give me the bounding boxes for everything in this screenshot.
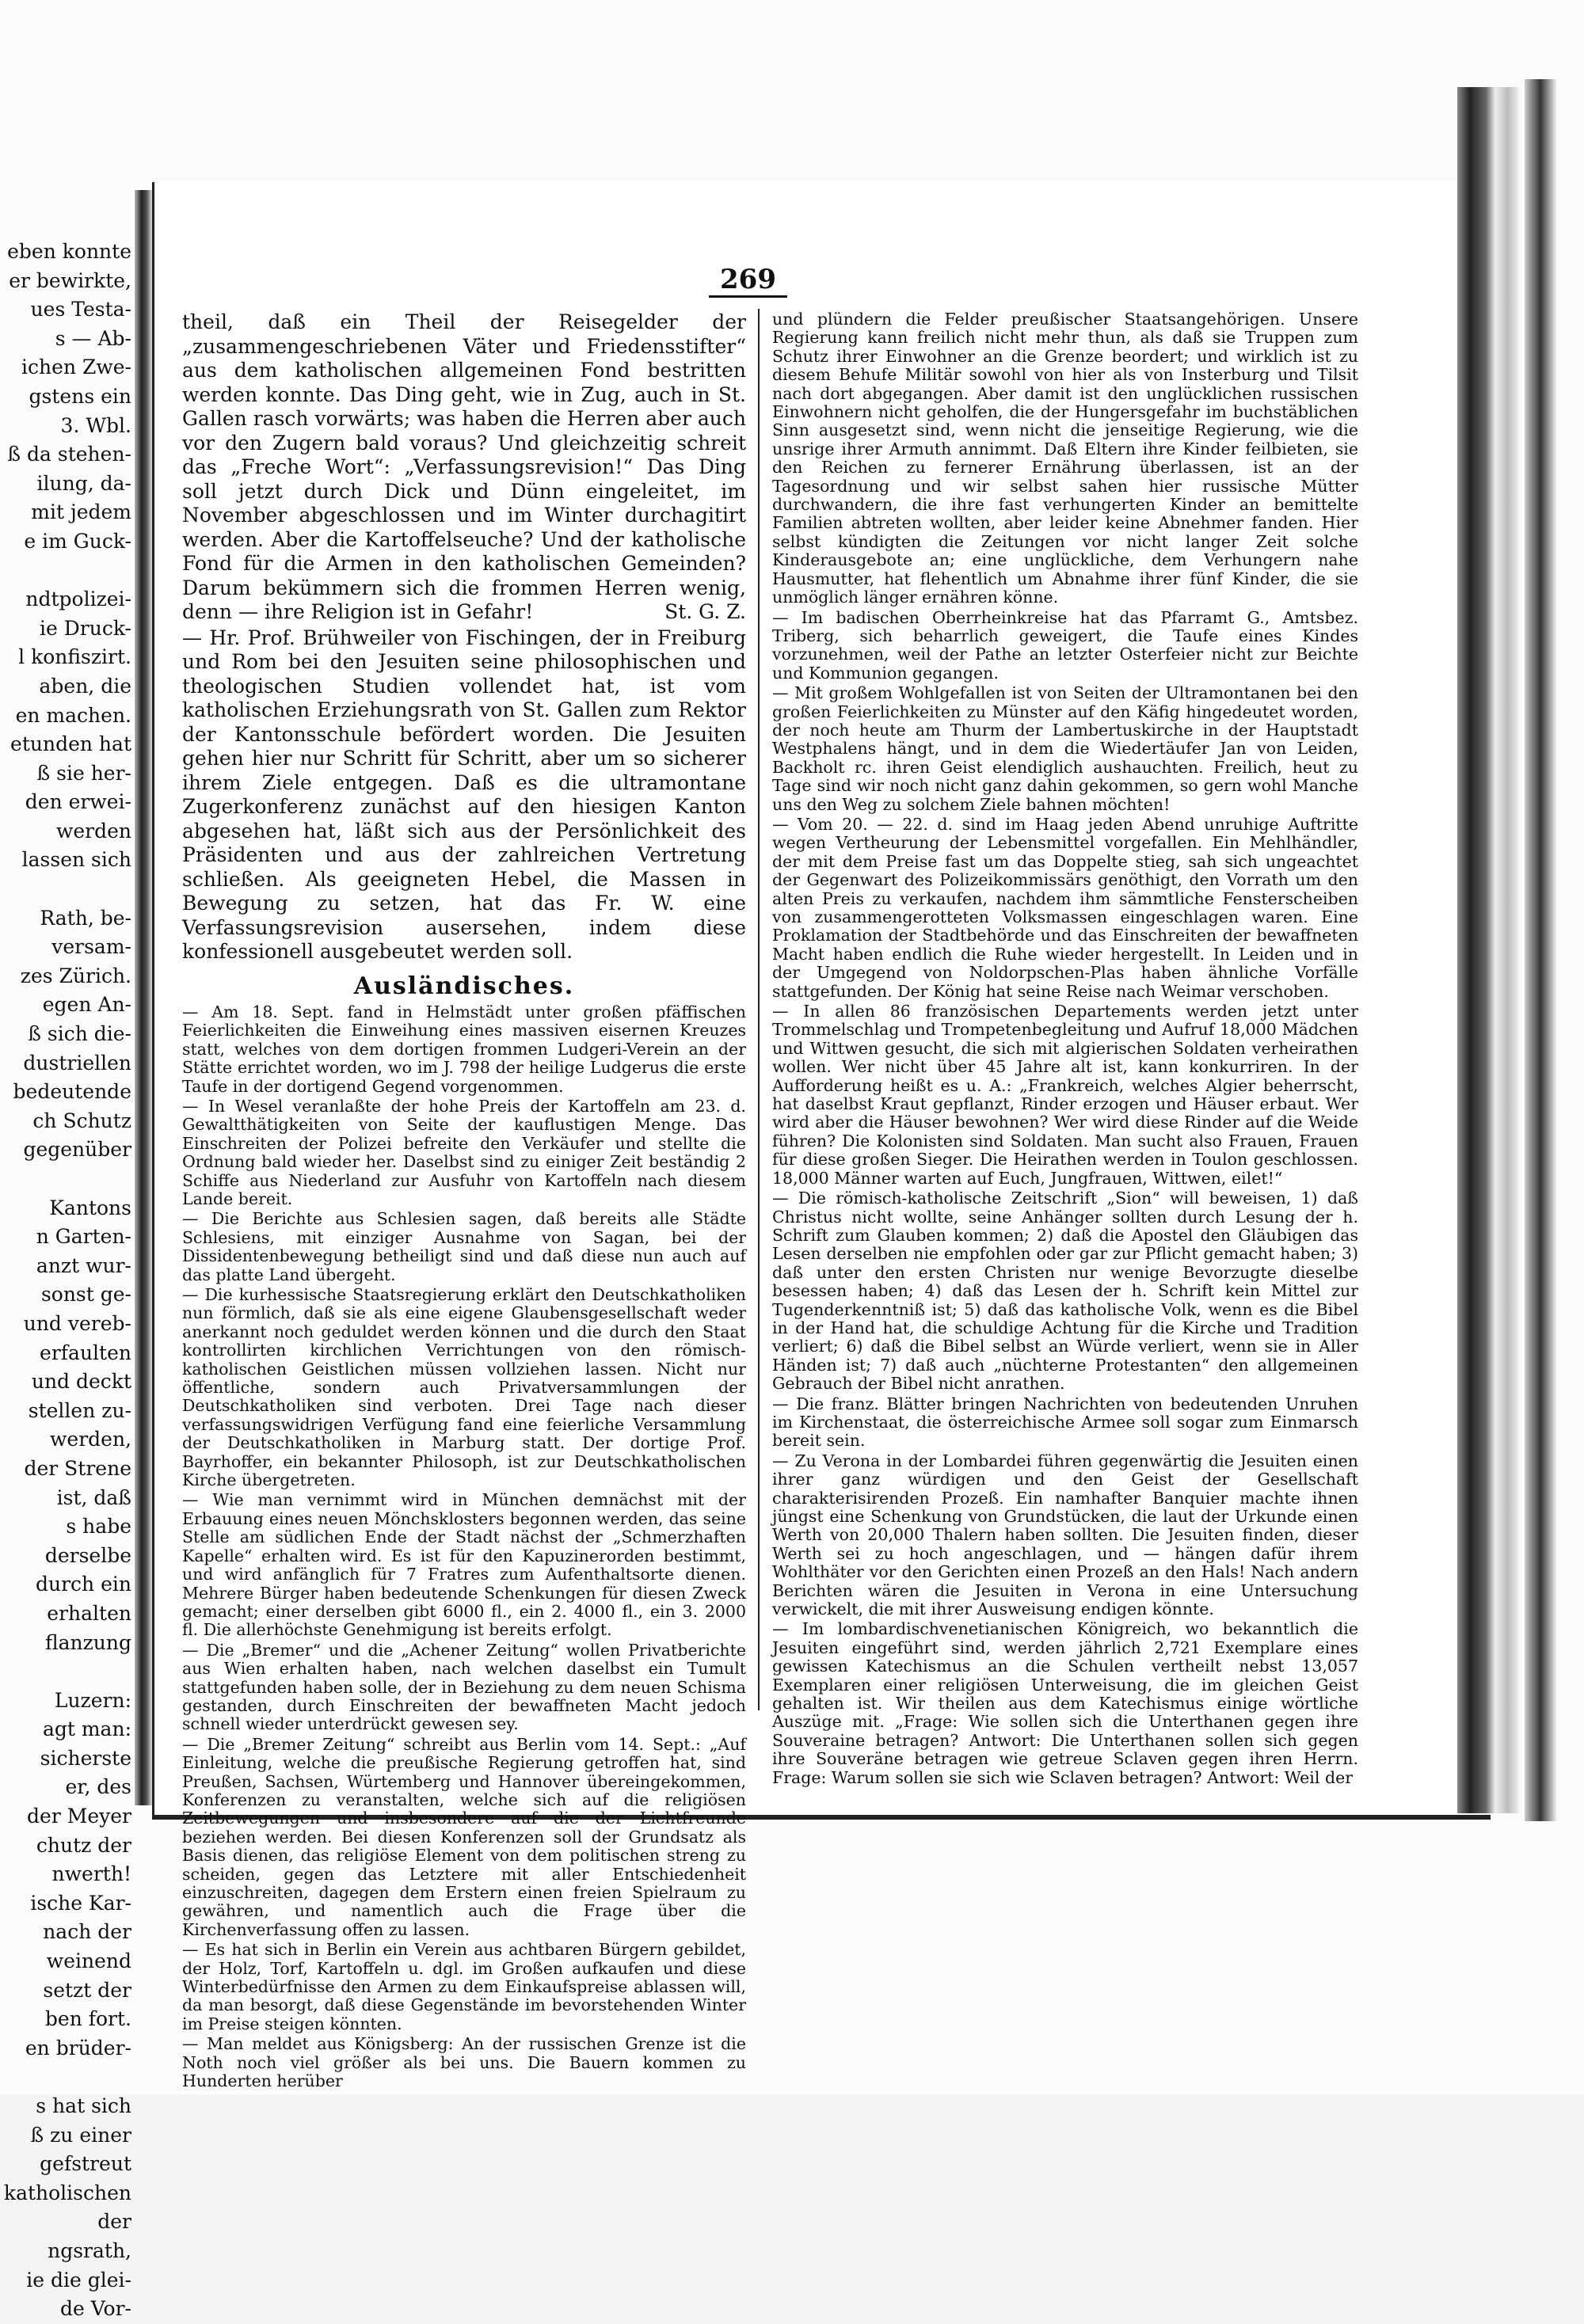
prev-page-line: er bewirkte,	[9, 268, 131, 292]
prev-page-line: nwerth!	[51, 1862, 131, 1886]
prev-page-line: weinend	[46, 1949, 131, 1973]
prev-page-line: anzt wur-	[36, 1253, 131, 1277]
prev-page-line	[0, 1165, 133, 1194]
article-paragraph: — Die kurhessische Staatsregierung erklärt den Deutschkatholiken nun förmlich, daß sie als eine eigene Glaubensgesellschaft weder anerkannt noch geduldet werden können und die durch den Staat kontrollirten kirchlichen Verrichtungen von den römisch-katholischen Geistlichen müssen vollziehen lassen. Nicht nur öffentliche, sondern auch Privatversammlungen der Deutschkatholiken sind verboten. Drei Tage nach dieser verfassungswidrigen Verfügung fand eine feierliche Versammlung der Deutschkatholiken in Marburg statt. Der dortige Prof. Bayrhoffer, ein bekannter Philosoph, ist zur Deutschkatholischen Kirche übergetreten.	[182, 1285, 746, 1490]
lead-signature: St. G. Z.	[664, 600, 746, 623]
article-paragraph: — In Wesel veranlaßte der hohe Preis der Kartoffeln am 23. d. Gewaltthätigkeiten von Seite der kauflustigen Menge. Das Einschreiten der Polizei befreite den Verkäufer und stellte die Ordnung bald wieder her. Daselbst sind zu einiger Zeit beständig 2 Schiffe aus Niederland zur Ausfuhr von Kartoffeln nach diesem Lande bereit.	[182, 1096, 746, 1208]
prev-page-line: ngsrath,	[48, 2238, 131, 2262]
prev-page-line: ß da stehen-	[7, 443, 131, 466]
prev-page-line: nach der	[43, 1920, 131, 1944]
prev-page-line: stellen zu-	[28, 1398, 131, 1422]
page-number: 269	[709, 264, 787, 298]
article-paragraph: — Die „Bremer“ und die „Achener Zeitung“ wollen Privatberichte aus Wien erhalten haben, nach welchen daselbst ein Tumult stattgefunden haben solle, der in Beziehung zu dem neuen Schisma gestanden, durch Einschreiten der bewaffneten Macht jedoch schnell wieder unterdrückt gewesen sey.	[182, 1640, 746, 1734]
section-title: Ausländisches.	[353, 972, 575, 1000]
prev-page-line: erfaulten	[40, 1341, 131, 1364]
column-divider	[758, 309, 760, 1710]
prev-page-line: etunden hat	[10, 732, 131, 756]
prev-page-line: lassen sich	[21, 848, 131, 872]
article-paragraph: — Man meldet aus Königsberg: An der russischen Grenze ist die Noth noch viel größer als bei uns. Die Bauern kommen zu Hunderten herüber	[182, 2034, 746, 2091]
prev-page-line	[0, 1657, 133, 1687]
article-paragraph: — Die Berichte aus Schlesien sagen, daß bereits alle Städte Schlesiens, mit einziger Ausnahme von Sagan, bei der Dissidentenbewegung betheiligt sind und daß diese nun auch auf das platte Land übergeht.	[182, 1209, 746, 1284]
article-paragraph: — Im lombardischvenetianischen Königreich, wo bekanntlich die Jesuiten eingeführt sind, werden jährlich 2,721 Exemplare eines gewissen Katechismus an die Schulen vertheilt nebst 13,057 Exemplaren einer religiösen Unterweisung, die im gleichen Geist gehalten ist. Wir theilen aus dem Katechismus einige wörtliche Auszüge mit. „Frage: Wie sollen sich die Unterthanen gegen ihre Souveraine betragen? Antwort: Die Unterthanen sollen sich gegen ihre Souveräne betragen wie getreue Sclaven gegen ihren Herrn. Frage: Warum sollen sie sich wie Sclaven betragen? Antwort: Weil der	[772, 1619, 1358, 1787]
prev-page-line: ist, daß	[56, 1485, 131, 1509]
prev-page-line: er, des	[65, 1775, 131, 1799]
prev-page-line: versam-	[51, 935, 131, 959]
prev-page-line: ichen Zwe-	[21, 356, 131, 379]
prev-page-line: gegenüber	[23, 1138, 131, 1162]
prev-page-line: ie Druck-	[40, 616, 131, 640]
article-paragraph: — Wie man vernimmt wird in München demnächst mit der Erbauung eines neuen Mönchsklosters begonnen werden, das seine Stelle am südlichen Ende der Stadt nächst der „Schmerzhaften Kapelle“ erhalten wird. Es ist für den Kapuzinerorden bestimmt, und wird anfänglich für 7 Fratres zum Aufenthaltsorte dienen. Mehrere Bürger haben bedeutende Schenkungen für diesen Zweck gemacht; einer derselben gibt 6000 fl., ein 2. 4000 fl., ein 3. 2000 fl. Die allerhöchste Genehmigung ist bereits erfolgt.	[182, 1490, 746, 1640]
prev-page-line: aben, die	[39, 674, 131, 698]
prev-page-line: n Garten-	[36, 1225, 131, 1249]
prev-page-line: agt man:	[42, 1717, 131, 1741]
previous-page-fragment	[0, 238, 133, 2321]
article-paragraph: — Am 18. Sept. fand in Helmstädt unter großen pfäffischen Feierlichkeiten die Einweihung eines massiven eisernen Kreuzes statt, welches von dem dortigen frommen Ludgeri-Verein an der Stätte errichtet worden, wo im J. 798 der heilige Ludgerus die erste Taufe in der dortigend Gegend vorgenommen.	[182, 1002, 746, 1096]
prev-page-line: Luzern:	[54, 1688, 131, 1712]
prev-page-line: chutz der	[36, 1833, 131, 1857]
book-right-edge-outer	[1525, 79, 1556, 1821]
prev-page-line: der	[97, 2210, 131, 2234]
article-paragraph: — Die römisch-katholische Zeitschrift „Sion“ will beweisen, 1) daß Christus nicht wollte, seine Anhänger sollten durch Lesung der h. Schrift zum Glauben kommen; 2) daß die Apostel den Gläubigen das Lesen derselben nie empfohlen oder gar zur Pflicht gemacht haben; 3) daß unter den ersten Christen nur wenige Bevorzugte dieselbe besessen haben; 4) daß das Lesen der h. Schrift kein Mittel zur Tugenderkenntniß ist; 5) daß das katholische Volk, wenn es die Bibel in der Hand hat, die schuldige Achtung für die Kirche und Tradition verliert; 6) daß die Bibel selbst an Würde verliert, wenn sie in Aller Händen ist; 7) daß auch „nüchterne Protestanten“ den allgemeinen Gebrauch der Bibel nicht anrathen.	[772, 1189, 1358, 1394]
prev-page-line: sicherste	[40, 1746, 131, 1770]
prev-page-line: ndtpolizei-	[25, 588, 131, 611]
prev-page-line: gefstreut	[40, 2152, 131, 2176]
article-paragraph: — Vom 20. — 22. d. sind im Haag jeden Abend unruhige Auftritte wegen Vertheurung der Lebensmittel vorgefallen. Ein Mehlhändler, der mit dem Preise fast um das Doppelte stieg, sah sich ungeachtet der Gegenwart des Polizeikommissärs genöthigt, den Vorrath um den alten Preis zu verkaufen, nachdem ihm sämmtliche Fensterscheiben von zusammengerotteten Volksmassen eingeschlagen waren. Eine Proklamation der Stadtbehörde und das Einschreiten der bewaffneten Macht haben endlich die Ruhe wieder hergestellt. In Leiden und in der Umgegend von Noldorpschen-Plas haben ähnliche Vorfälle stattgefunden. Der König hat seine Reise nach Weimar verschoben.	[772, 814, 1358, 1001]
prev-page-line: ch Schutz	[32, 1109, 131, 1132]
prev-page-line: zes Zürich.	[20, 964, 131, 987]
prev-page-line: Kantons	[49, 1196, 131, 1219]
article-paragraph: — Die „Bremer Zeitung“ schreibt aus Berlin vom 14. Sept.: „Auf Einleitung, welche die preußische Regierung getroffen hat, sind Preußen, Sachsen, Würtemberg und Hannover übereingekommen, Konferenzen zu veranstalten, welche sich auf die religiösen Zeitbewegungen und insbesondere auf die der Lichtfreunde beziehen werden. Bei diesen Konferenzen soll der Grundsatz als Basis dienen, das religiöse Element von dem politischen streng zu scheiden, gegen das Letztere mit aller Entschiedenheit einzuschreiten, dagegen dem Erstern einen freien Spielraum zu gewähren, und namentlich auch die Frage über die Kirchenverfassung offen zu lassen.	[182, 1734, 746, 1939]
prev-page-line: werden,	[50, 1428, 131, 1451]
prev-page-line: en brüder-	[25, 2036, 131, 2060]
prev-page-line: e im Guck-	[24, 529, 131, 553]
prev-page-line	[0, 875, 133, 904]
prev-page-line: s habe	[66, 1515, 131, 1539]
prev-page-line: ues Testa-	[30, 298, 131, 321]
prev-page-line: ben fort.	[44, 2007, 131, 2031]
prev-page-line: erhalten	[47, 1601, 131, 1625]
prev-page-line: dustriellen	[23, 1051, 131, 1075]
prev-page-line: werden	[55, 819, 131, 842]
prev-page-line: ß sich die-	[28, 1022, 131, 1046]
right-article-list	[772, 310, 1358, 1787]
prev-page-line: 3. Wbl.	[60, 413, 131, 437]
prev-page-line: der Meyer	[27, 1805, 131, 1828]
prev-page-line: de Vor-	[60, 2297, 131, 2321]
prev-page-line: s hat sich	[36, 2094, 131, 2117]
prev-page-line: katholischen	[3, 2181, 131, 2204]
prev-page-line: ß zu einer	[30, 2123, 131, 2147]
prev-page-line: flanzung	[44, 1630, 131, 1654]
prev-page-line: gstens ein	[29, 384, 131, 408]
left-column	[182, 310, 746, 2092]
lead-paragraph	[182, 310, 746, 625]
lead-paragraph-text: theil, daß ein Theil der Reisegelder der „zusammengeschriebenen Väter und Friedensstifter“ aus dem katholischen allgemeinen Fond bestritten werden konnte. Das Ding geht, wie in Zug, auch in St. Gallen rasch vorwärts; was haben die Herren aber auch vor den Zugern bald voraus? Und gleichzeitig schreit das „Freche Wort“: „Verfassungsrevision!“ Das Ding soll jetzt durch Dick und Dünn eingeleitet, im November abgeschlossen und im Winter durchagitirt werden. Aber die Kartoffelseuche? Und der katholische Fond für die Armen in den katholischen Gemeinden? Darum bekümmern sich die frommen Herren wenig, denn — ihre Religion ist in Gefahr!	[182, 310, 746, 623]
prev-page-line: den erwei-	[25, 790, 131, 814]
right-column	[772, 310, 1358, 1789]
prev-page-line: eben konnte	[7, 240, 131, 263]
prev-page-line: bedeutende	[13, 1080, 131, 1104]
prev-page-line: und vereb-	[23, 1311, 131, 1335]
prev-page-line	[0, 557, 133, 586]
prev-page-line: mit jedem	[31, 500, 131, 524]
article-paragraph: und plündern die Felder preußischer Staatsangehörigen. Unsere Regierung kann freilich nicht mehr thun, als daß sie Truppen zum Schutz ihrer Einwohner an die Grenze beordert; und wirklich ist zu diesem Behufe Militär sowohl von hier als von Insterburg und Tilsit nach dort abgegangen. Aber damit ist den unglücklichen russischen Einwohnern nicht geholfen, die der Hungersgefahr im buchstäblichen Sinn ausgesetzt sind, wenn nicht die jenseitige Regierung, wie die unsrige ihrer Armuth annimmt. Daß Eltern ihre Kinder feilbieten, sie den Reichen zu fernerer Ernährung überlassen, ist an der Tagesordnung und wir selbst sahen hier russische Mütter durchwandern, die ihre fast verhungerten Kinder an bemittelte Familien abtreten wollten, aber leider keine Abnehmer fanden. Hier selbst kündigten die Zeitungen vor nicht langer Zeit solche Kinderausgebote an; eine unglückliche, dem Verhungern nahe Hausmutter, hat flehentlich um Abnahme ihrer fünf Kinder, die sie unmöglich länger ernähren könne.	[772, 310, 1358, 607]
prev-page-line: s — Ab-	[55, 326, 131, 350]
prev-page-line	[0, 2063, 133, 2092]
prev-page-line: der Strene	[24, 1456, 131, 1480]
prev-page-line: ische Kar-	[30, 1891, 131, 1915]
article-paragraph: — Zu Verona in der Lombardei führen gegenwärtig die Jesuiten einen ihrer ganz würdigen und den Geist der Gesellschaft charakterisirenden Prozeß. Ein namhafter Banquier machte ihnen jüngst eine Schenkung von Grundstücken, die laut der Urkunde einen Werth von 20,000 Thalern haben sollten. Die Jesuiten finden, dieser Werth sei zu hoch angeschlagen, und — hängen dafür ihrem Wohlthäter vor den Gerichten einen Prozeß an den Hals! Nach andern Berichten wären die Jesuiten in Verona in eine Untersuchung verwickelt, die mit ihrer Ausweisung endigen könnte.	[772, 1451, 1358, 1619]
article-paragraph: — Die franz. Blätter bringen Nachrichten von bedeutenden Unruhen im Kirchenstaat, die österreichische Armee soll sogar zum Einmarsch bereit sein.	[772, 1394, 1358, 1451]
prev-page-line: setzt der	[43, 1978, 131, 2002]
left-article-list	[182, 1003, 746, 2091]
article-paragraph: — In allen 86 französischen Departements werden jetzt unter Trommelschlag und Trompetenbegleitung und Aufruf 18,000 Mädchen und Wittwen gesucht, die sich mit algierischen Soldaten verheirathen wollen. Wer nicht über 45 Jahre alt ist, kann konkurriren. In der Aufforderung heißt es u. A.: „Frankreich, welches Algier beherrscht, hat daselbst Kraut gepflanzt, Rinder erzogen und Häuser erbaut. Wer wird aber die Häuser bewohnen? Wer wird diese Rinder auf die Weide führen? Die Kolonisten sind Soldaten. Man sucht also Frauen, Frauen für diese großen Sieger. Die Heirathen werden in Toulon geschlossen. 18,000 Männer warten auf Euch, Jungfrauen, Wittwen, eilet!“	[772, 1002, 1358, 1188]
article-paragraph: — Im badischen Oberrheinkreise hat das Pfarramt G., Amtsbez. Triberg, sich beharrlich geweigert, die Taufe eines Kindes vorzunehmen, weil der Pathe an letzter Osterfeier nicht zur Beichte und Kommunion gegangen.	[772, 607, 1358, 683]
article-paragraph: — Es hat sich in Berlin ein Verein aus achtbaren Bürgern gebildet, der Holz, Torf, Kartoffeln u. dgl. im Großen aufkaufen und diese Winterbedürfnisse den Armen zu dem Einkaufspreise ablassen will, da man besorgt, daß diese Gegenstände im bevorstehenden Winter im Preise steigen könnten.	[182, 1940, 746, 2033]
prev-page-line: en machen.	[15, 703, 131, 727]
prev-page-line: l konfiszirt.	[18, 645, 131, 669]
prev-page-line: egen An-	[42, 993, 131, 1017]
page-gutter	[135, 190, 152, 1805]
prev-page-line: ilung, da-	[36, 471, 131, 495]
prev-page-line: ß sie her-	[36, 761, 131, 785]
prev-page-line: ie die glei-	[26, 2268, 131, 2292]
prev-page-line: Rath, be-	[40, 906, 131, 930]
prev-page-line: durch ein	[36, 1573, 131, 1596]
prev-page-line: derselbe	[44, 1543, 131, 1567]
article-paragraph: — Mit großem Wohlgefallen ist von Seiten der Ultramontanen bei den großen Feierlichkeiten zu Münster auf den Käfig hingedeutet worden, der noch heute am Thurm der Lambertuskirche in der Hauptstadt Westphalens hängt, und in dem die Wiedertäufer Jan von Leiden, Backholt rc. ihren Geist elendiglich aushauchten. Freilich, heut zu Tage sind wir noch nicht ganz dahin gekommen, so gern wohl Manche uns den Weg zu solchem Ziele bahnen möchten!	[772, 683, 1358, 814]
book-right-edge	[1457, 87, 1521, 1813]
prev-page-line: und deckt	[31, 1370, 131, 1394]
prev-page-line: sonst ge-	[40, 1283, 131, 1307]
second-paragraph: — Hr. Prof. Brühweiler von Fischingen, der in Freiburg und Rom bei den Jesuiten seine philosophischen und theologischen Studien vollendet hat, ist vom katholischen Erziehungsrath von St. Gallen zum Rektor der Kantonsschule befördert worden. Die Jesuiten gehen hier nur Schritt für Schritt, aber um so sicherer ihrem Ziele entgegen. Daß es die ultramontane Zugerkonferenz zunächst auf den hiesigen Kanton abgesehen hat, läßt sich aus der Persönlichkeit des Präsidenten und aus der zahlreichen Vertretung schließen. Als geeigneten Hebel, die Massen in Bewegung zu setzen, hat das Fr. W. eine Verfassungsrevision ausersehen, indem diese konfessionell ausgebeutet werden soll.	[182, 626, 746, 963]
